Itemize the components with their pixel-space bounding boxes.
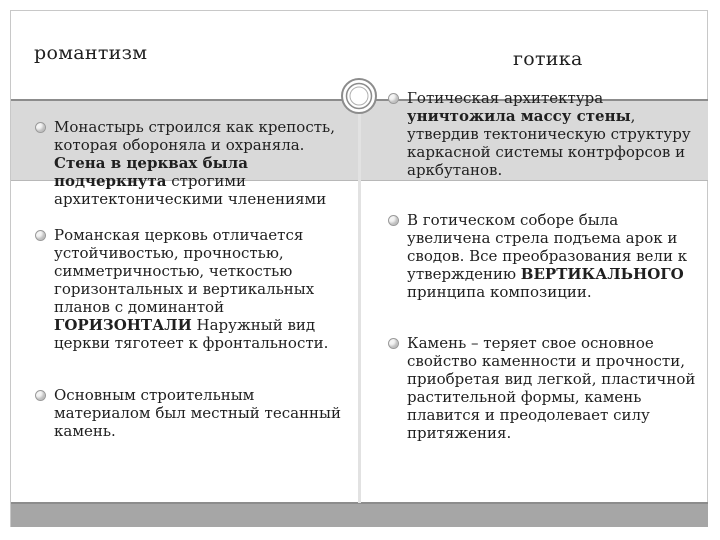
- column-divider: [358, 100, 361, 503]
- right-column-title: готика: [513, 48, 583, 70]
- list-item: Основным строительным материалом был местный тесанный камень.: [32, 386, 347, 440]
- gothic-list: [385, 89, 700, 442]
- left-column-title: романтизм: [34, 42, 148, 64]
- romanesque-list: [32, 118, 347, 440]
- list-item: В готическом соборе была увеличена стрела подъема арок и сводов. Все преобразования вели к утверждению ВЕРТИКАЛЬНОГО принципа композиции.: [385, 211, 700, 301]
- list-item: Камень – теряет свое основное свойство каменности и прочности, приобретая вид легкой, пластичной растительной формы, камень плавится и преодолевает силу притяжения.: [385, 334, 700, 442]
- list-item: Монастырь строился как крепость, которая обороняла и охраняла. Стена в церквах была подчеркнута строгими архитектоническими членениями: [32, 118, 347, 208]
- list-item: Готическая архитектура уничтожила массу стены, утвердив тектоническую структуру каркасной системы контрфорсов и аркбутанов.: [385, 89, 700, 179]
- ring-ornament-icon: [340, 77, 378, 115]
- list-item: Романская церковь отличается устойчивостью, прочностью, симметричностью, четкостью горизонтальных и вертикальных планов с доминантой ГОРИЗОНТАЛИ Наружный вид церкви тяготеет к фронтальности.: [32, 226, 347, 352]
- bottom-gray-band: [11, 503, 708, 527]
